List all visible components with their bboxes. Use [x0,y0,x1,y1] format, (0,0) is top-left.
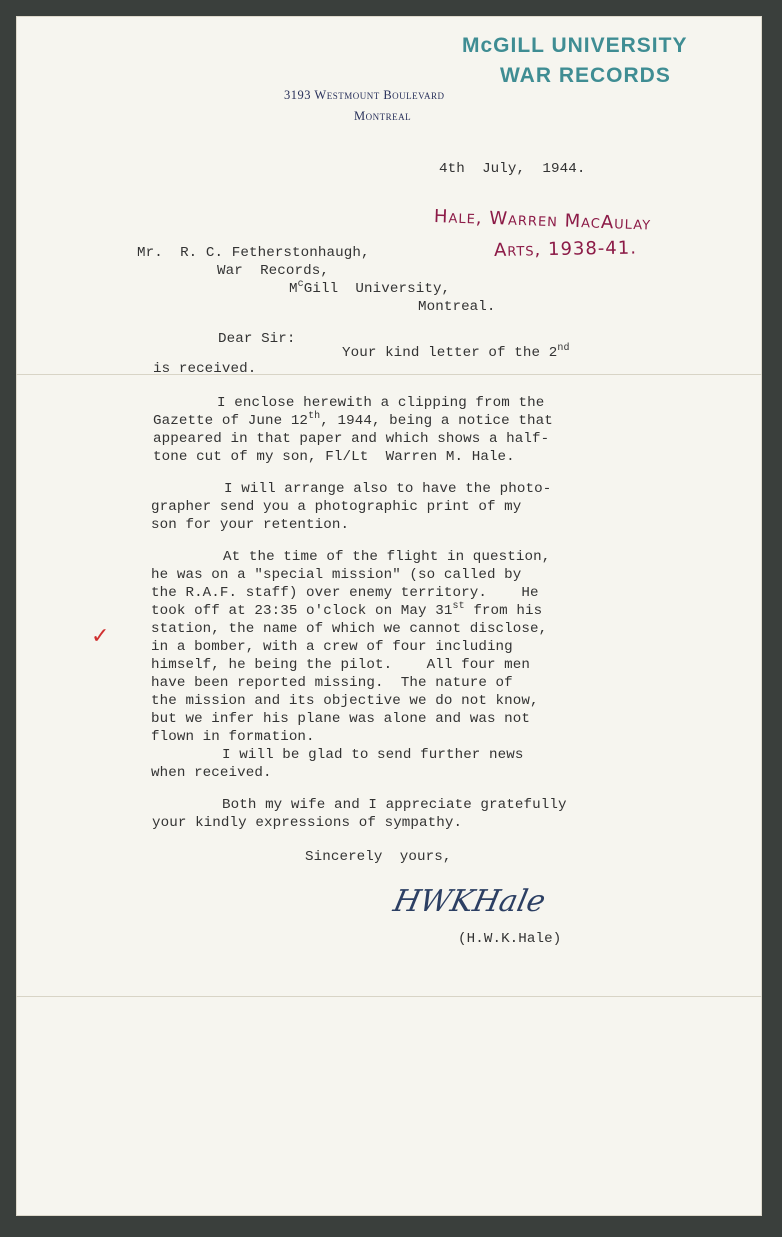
paragraph-1-line-1: Your kind letter of the 2nd [342,343,570,361]
paragraph-2-line-2: Gazette of June 12th, 1944, being a notice that [153,411,553,429]
paragraph-2-line-1: I enclose herewith a clipping from the [217,395,545,411]
recipient-line-4: Montreal. [418,299,496,315]
paragraph-2-line-4: tone cut of my son, Fl/Lt Warren M. Hale. [153,449,515,465]
closing: Sincerely yours, [305,849,452,865]
fold-line [16,374,762,375]
stamp-line-1: McGILL UNIVERSITY [462,34,688,57]
paragraph-4-line-1: At the time of the flight in question, [223,549,551,565]
paragraph-5-line-1: I will be glad to send further news [222,747,524,763]
paragraph-4-line-8: have been reported missing. The nature of [151,675,513,691]
paragraph-4-line-10: but we infer his plane was alone and was not [151,711,531,727]
paragraph-2-line-3: appeared in that paper and which shows a half- [153,431,550,447]
paragraph-4-line-5: station, the name of which we cannot disclose, [151,621,548,637]
recipient-line-1: Mr. R. C. Fetherstonhaugh, [137,245,370,261]
fold-line [16,996,762,997]
paragraph-4-line-3: the R.A.F. staff) over enemy territory. He [151,585,539,601]
paragraph-5-line-2: when received. [151,765,272,781]
recipient-line-3: $M^cGill$ University, [289,279,451,297]
signer-name: (H.W.K.Hale) [458,931,562,947]
paragraph-4-line-9: the mission and its objective we do not know, [151,693,539,709]
handwritten-faculty: Arts, 1938-41. [493,237,638,261]
paragraph-6-line-1: Both my wife and I appreciate gratefully [222,797,567,813]
paragraph-3-line-1: I will arrange also to have the photo- [224,481,552,497]
recipient-line-2: War Records, [217,263,329,279]
salutation: Dear Sir: [218,331,296,347]
paragraph-3-line-3: son for your retention. [151,517,350,533]
paragraph-1-line-2: is received. [153,361,257,377]
paragraph-4-line-4: took off at 23:35 o'clock on May 31st from his [151,601,543,619]
letterhead-address: 3193 Westmount Boulevard [284,88,445,102]
letterhead-city: Montreal [354,109,412,123]
red-tick-mark: ✓ [91,624,110,649]
letter-date: 4th July, 1944. [439,161,586,177]
letter-page [16,16,762,1216]
paragraph-4-line-7: himself, he being the pilot. All four men [151,657,531,673]
paragraph-3-line-2: grapher send you a photographic print of my [151,499,522,515]
signature: HWKHale [390,884,549,919]
handwritten-name: Hale, Warren MacAulay [433,206,652,235]
paragraph-4-line-11: flown in formation. [151,729,315,745]
stamp-line-2: WAR RECORDS [500,64,671,87]
paragraph-6-line-2: your kindly expressions of sympathy. [152,815,463,831]
paragraph-4-line-2: he was on a "special mission" (so called by [151,567,522,583]
paragraph-4-line-6: in a bomber, with a crew of four including [151,639,513,655]
